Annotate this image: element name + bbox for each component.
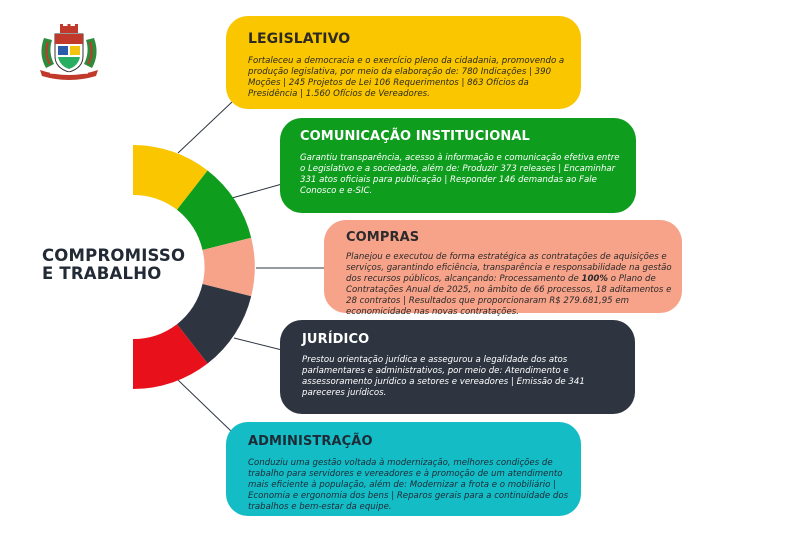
center-title-line1: COMPROMISSO <box>42 246 186 265</box>
card-comunicacao-body: Garantiu transparência, acesso à informação e comunicação efetiva entre o Legislativo e a sociedade, além de: Produzir 373 releases | Encaminhar 331 atos oficiais para publicação | Responder 146 demandas ao Fale Conosco e e-SIC. <box>300 153 620 196</box>
card-legislativo <box>226 16 581 109</box>
connector-legislativo <box>178 102 232 153</box>
center-title-line2: E TRABALHO <box>42 264 162 283</box>
card-administracao-title: ADMINISTRAÇÃO <box>248 434 373 449</box>
connector-juridico <box>234 338 282 350</box>
card-compras-body-bold: 100% <box>581 274 609 284</box>
card-compras <box>324 220 682 317</box>
card-compras-body-after: o Plano de Contratações Anual de 2025, no âmbito de 66 processos, 18 aditamentos e 28 contratos | Resultados que proporcionaram R$ 279.681,95 em economicidade nas novas contratações. <box>346 274 672 317</box>
connector-comunicacao <box>232 184 282 198</box>
card-juridico <box>280 320 635 414</box>
card-comunicacao <box>280 118 636 213</box>
center-title <box>42 247 202 283</box>
card-comunicacao-title: COMUNICAÇÃO INSTITUCIONAL <box>300 129 530 144</box>
card-legislativo-body: Fortaleceu a democracia e o exercício pleno da cidadania, promovendo a produção legislativa, por meio da elaboração de: 780 Indicações | 390 Moções | 245 Projetos de Lei 106 Requerimentos | 863 Ofícios da Presidência | 1.560 Ofícios de Vereadores. <box>248 56 565 99</box>
card-legislativo-title: LEGISLATIVO <box>248 31 351 47</box>
card-administracao <box>226 422 581 516</box>
card-compras-title: COMPRAS <box>346 230 420 245</box>
card-compras-body-before: Planejou e executou de forma estratégica as contratações de aquisições e serviços, garantindo eficiência, transparência e responsabilidade na gestão dos recursos públicos, alcançando: Processamento de <box>346 252 672 284</box>
connector-administracao <box>178 380 232 432</box>
card-administracao-body: Conduziu uma gestão voltada à modernização, melhores condições de trabalho para servidores e vereadores e à promoção de um atendimento mais eficiente à população, além de: Modernizar a frota e o mobiliário | Economia e ergonomia dos bens | Reparos gerais para a continuidade dos trabalhos e bem-estar da equipe. <box>248 458 569 512</box>
card-compras-body <box>346 252 672 318</box>
card-juridico-title: JURÍDICO <box>302 332 370 347</box>
card-juridico-body: Prestou orientação jurídica e assegurou a legalidade dos atos parlamentares e administrativos, por meio de: Atendimento e assessoramento jurídico a setores e vereadores | Emissão de 341 pareceres jurídicos. <box>302 355 585 398</box>
